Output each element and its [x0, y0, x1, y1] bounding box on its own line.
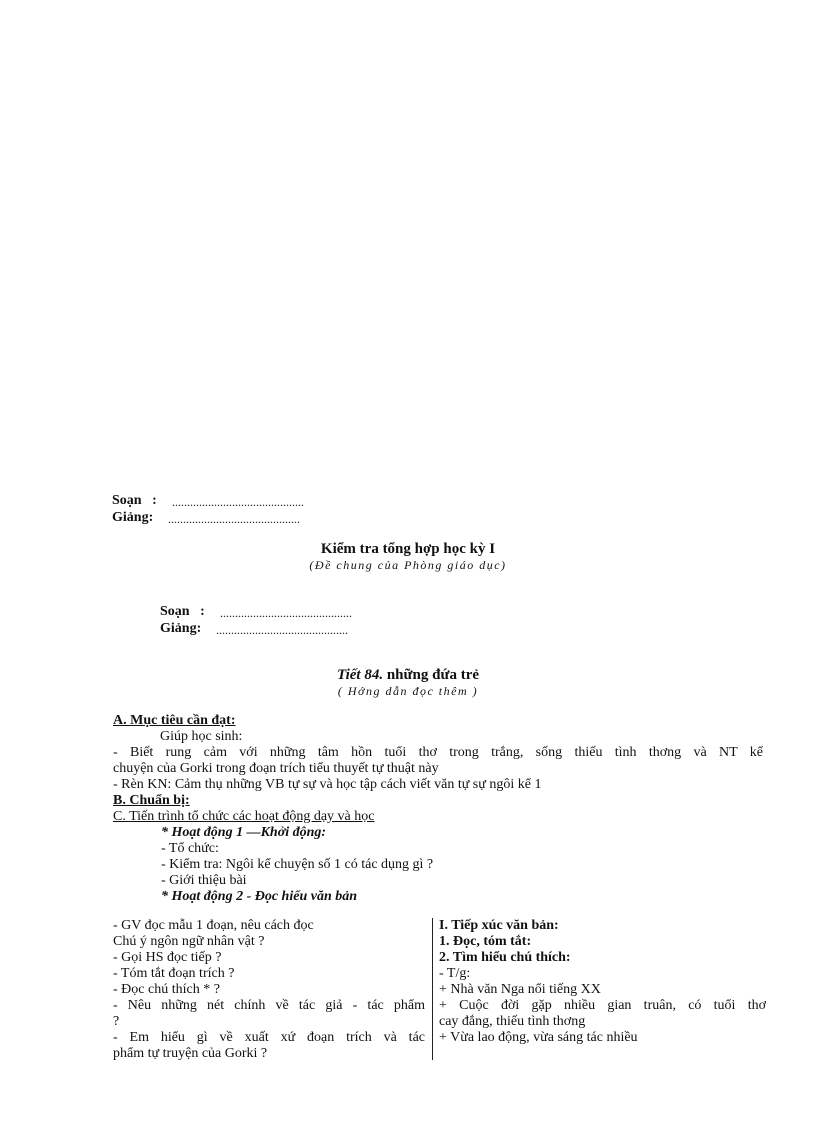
right-column — [439, 918, 766, 1046]
right-line: + Cuộc đời gặp nhiều gian truân, có tuổi thơ — [439, 998, 766, 1013]
left-line: ? — [113, 1014, 120, 1029]
giang-label-1: Giảng: — [112, 510, 154, 525]
lesson-subtitle: ( Hớng dẫn đọc thêm ) — [337, 684, 479, 698]
giang-dots-1: ............................................ — [168, 512, 300, 526]
exam-subtitle: (Đề chung của Phòng giáo dục) — [309, 558, 507, 572]
left-line: - Đọc chú thích * ? — [113, 982, 220, 997]
left-line: - GV đọc mẫu 1 đoạn, nêu cách đọc — [113, 918, 314, 933]
left-line: - Em hiểu gì về xuất xứ đoạn trích và tác — [113, 1030, 425, 1045]
section-a-intro: Giúp học sinh: — [160, 729, 243, 744]
section-a-heading: A. Mục tiêu cần đạt: — [113, 713, 236, 728]
right-line: cay đắng, thiếu tình thơng — [439, 1014, 586, 1029]
activity-1-heading: * Hoạt động 1 —Khởi động: — [161, 825, 327, 840]
giang-label-2: Giảng: — [160, 621, 202, 636]
right-line: 1. Đọc, tóm tắt: — [439, 934, 532, 949]
giang-dots-2: ............................................ — [216, 623, 348, 637]
left-line: Chú ý ngôn ngữ nhân vật ? — [113, 934, 265, 949]
lesson-title: Tiết 84. những đứa trẻ — [336, 667, 480, 683]
left-line: - Gọi HS đọc tiếp ? — [113, 950, 222, 965]
left-line: - Nêu những nét chính về tác giả - tác phẩm — [113, 998, 425, 1013]
soan-label-1: Soạn : — [112, 493, 157, 508]
exam-title: Kiểm tra tổng hợp học kỳ I — [320, 541, 496, 557]
section-b-heading: B. Chuẩn bị: — [113, 793, 190, 808]
soan-dots-1: ............................................ — [172, 495, 304, 509]
section-a-line2: chuyện của Gorki trong đoạn trích tiểu thuyết tự thuật này — [113, 761, 439, 776]
left-column — [113, 918, 425, 1062]
left-line: - Tóm tắt đoạn trích ? — [113, 966, 235, 981]
activity-2-heading: * Hoạt động 2 - Đọc hiểu văn bản — [161, 889, 358, 904]
soan-label-2: Soạn : — [160, 604, 205, 619]
right-line: + Vừa lao động, vừa sáng tác nhiều — [439, 1030, 638, 1045]
right-line: 2. Tìm hiểu chú thích: — [439, 950, 571, 965]
section-c-heading: C. Tiến trình tổ chức các hoạt động dạy và học — [113, 809, 375, 824]
section-a-line3: - Rèn KN: Cảm thụ những VB tự sự và học tập cách viết văn tự sự ngôi kể 1 — [113, 777, 542, 792]
activity-1-item-3: - Giới thiệu bài — [161, 873, 247, 888]
left-line: phẩm tự truyện của Gorki ? — [113, 1046, 268, 1061]
right-line: - T/g: — [439, 966, 471, 981]
soan-dots-2: ............................................ — [220, 606, 352, 620]
activity-1-item-2: - Kiểm tra: Ngôi kể chuyện số 1 có tác dụng gì ? — [161, 857, 434, 872]
right-line: + Nhà văn Nga nổi tiếng XX — [439, 982, 601, 997]
column-divider — [432, 918, 433, 1060]
section-a-line1: - Biết rung cảm với những tâm hồn tuổi thơ trong trắng, sống thiếu tình thơng và NT kể — [113, 745, 763, 760]
activity-1-item-1: - Tổ chức: — [161, 841, 219, 856]
right-line: I. Tiếp xúc văn bản: — [439, 918, 559, 933]
